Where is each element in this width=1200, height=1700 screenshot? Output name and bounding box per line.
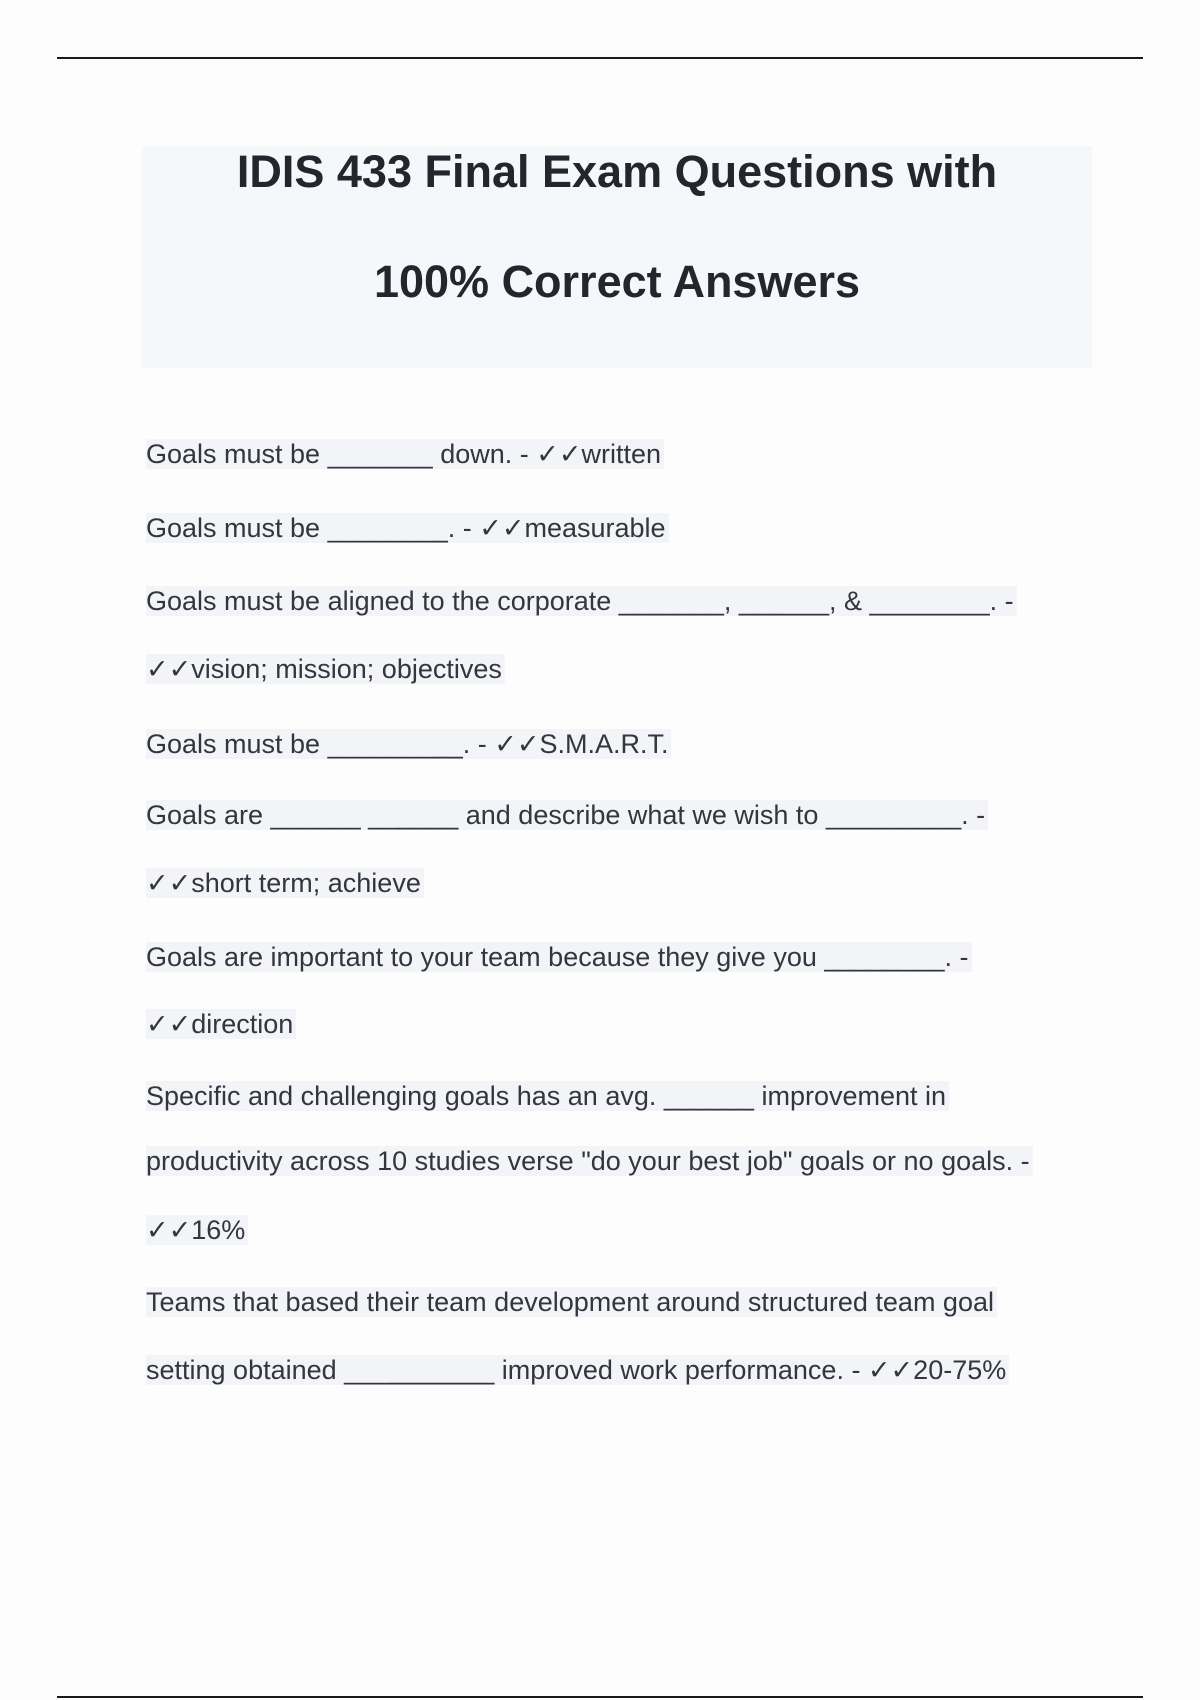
qa-line: [146, 1078, 949, 1114]
qa-text: Teams that based their team development around structured team goal: [146, 1287, 997, 1317]
qa-line: [146, 651, 505, 687]
qa-line: [146, 939, 972, 975]
footer-rule: [57, 1696, 1143, 1698]
document-title-line-1: IDIS 433 Final Exam Questions with: [236, 146, 998, 197]
header-rule: [57, 57, 1143, 59]
qa-text: Specific and challenging goals has an avg. ______ improvement in: [146, 1081, 949, 1111]
qa-line: [146, 436, 664, 472]
qa-line: [146, 510, 669, 546]
qa-line: [146, 583, 1017, 619]
qa-text: Goals must be aligned to the corporate _______, ______, & ________. -: [146, 586, 1017, 616]
qa-line: [146, 797, 988, 833]
qa-text: Goals must be _________. - ✓✓S.M.A.R.T.: [146, 729, 671, 759]
qa-line: [146, 865, 424, 901]
title-block: [142, 146, 1092, 368]
qa-text: ✓✓16%: [146, 1215, 248, 1245]
qa-line: [146, 1006, 296, 1042]
qa-text: productivity across 10 studies verse "do your best job" goals or no goals. -: [146, 1146, 1033, 1176]
document-title-line-2: 100% Correct Answers: [373, 256, 861, 307]
qa-text: Goals must be ________. - ✓✓measurable: [146, 513, 669, 543]
qa-text: ✓✓vision; mission; objectives: [146, 654, 505, 684]
qa-text: Goals are important to your team because they give you ________. -: [146, 942, 972, 972]
qa-text: Goals are ______ ______ and describe what we wish to _________. -: [146, 800, 988, 830]
qa-line: [146, 1284, 997, 1320]
qa-line: [146, 1143, 1033, 1179]
qa-text: ✓✓direction: [146, 1009, 296, 1039]
qa-line: [146, 1212, 248, 1248]
qa-line: [146, 726, 671, 762]
qa-text: setting obtained __________ improved work performance. - ✓✓20-75%: [146, 1355, 1009, 1385]
qa-text: ✓✓short term; achieve: [146, 868, 424, 898]
qa-text: Goals must be _______ down. - ✓✓written: [146, 439, 664, 469]
qa-line: [146, 1352, 1009, 1388]
